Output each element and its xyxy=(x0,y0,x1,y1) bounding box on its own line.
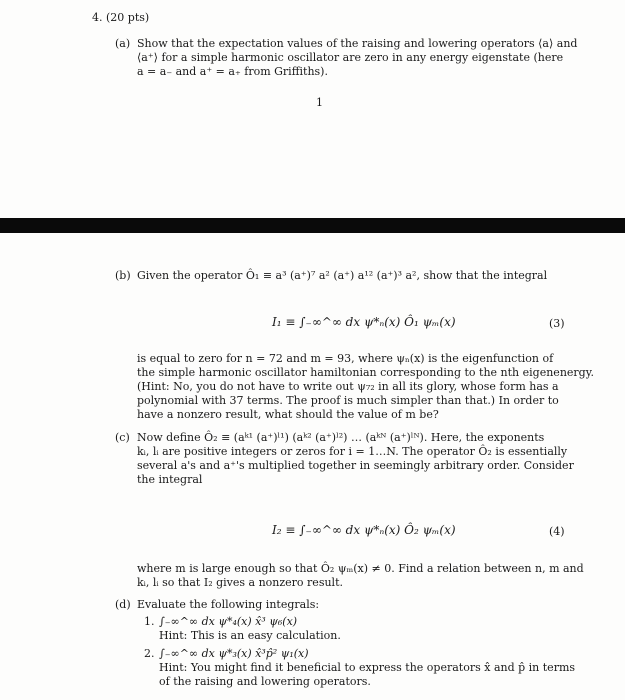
problem-header: 4. (20 pts) xyxy=(92,11,150,24)
equation-3-number: (3) xyxy=(549,317,565,330)
part-b-label: (b) xyxy=(115,269,131,282)
item-2-hint: Hint: You might find it beneficial to express the operators x̂ and p̂ in terms xyxy=(159,661,576,674)
page-1 xyxy=(0,0,625,218)
part-b-intro: Given the operator Ô₁ ≡ a³ (a⁺)⁷ a² (a⁺) a¹² (a⁺)³ a², show that the integral xyxy=(137,269,548,282)
item-1-integral: ∫₋∞^∞ dx ψ*₄(x) x̂³ ψ₆(x) xyxy=(159,615,298,628)
item-2-integral: ∫₋∞^∞ dx ψ*₃(x) x̂³p̂² ψ₁(x) xyxy=(159,647,309,660)
part-c-line-4: the integral xyxy=(137,473,203,486)
part-d-intro: Evaluate the following integrals: xyxy=(137,598,320,611)
part-c-label: (c) xyxy=(115,431,130,444)
part-c-line-2: kᵢ, lᵢ are positive integers or zeros for i = 1…N. The operator Ô₂ is essentially xyxy=(137,445,568,458)
part-b-line-4: polynomial with 37 terms. The proof is much simpler than that.) In order to xyxy=(137,394,559,407)
part-b-line-3: (Hint: No, you do not have to write out ψ₇₂ in all its glory, whose form has a xyxy=(137,380,559,393)
part-c-after-line-2: kᵢ, lᵢ so that I₂ gives a nonzero result. xyxy=(137,576,343,589)
part-b-line-5: have a nonzero result, what should the value of m be? xyxy=(137,408,439,421)
equation-3: I₁ ≡ ∫₋∞^∞ dx ψ*ₙ(x) Ô₁ ψₘ(x) xyxy=(272,315,456,329)
part-a-label: (a) xyxy=(115,37,131,50)
part-c-line-1: Now define Ô₂ ≡ (aᵏ¹ (a⁺)ˡ¹) (aᵏ² (a⁺)ˡ²) … (aᵏᴺ (a⁺)ˡᴺ). Here, the exponents xyxy=(137,431,545,444)
part-c-after-line-1: where m is large enough so that Ô₂ ψₘ(x) ≠ 0. Find a relation between n, m and xyxy=(137,562,584,575)
equation-4-number: (4) xyxy=(549,525,565,538)
item-1-number: 1. xyxy=(144,615,155,628)
item-2-number: 2. xyxy=(144,647,155,660)
part-a-line-2: ⟨a⁺⟩ for a simple harmonic oscillator are zero in any energy eigenstate (here xyxy=(137,51,564,64)
page-2 xyxy=(0,233,625,700)
item-1-hint: Hint: This is an easy calculation. xyxy=(159,629,341,642)
part-a-line-1: Show that the expectation values of the raising and lowering operators ⟨a⟩ and xyxy=(137,37,578,50)
page-number: 1 xyxy=(316,96,323,109)
item-2-hint-continued: of the raising and lowering operators. xyxy=(159,675,371,688)
part-a-line-3: a = a₋ and a⁺ = a₊ from Griffiths). xyxy=(137,65,328,78)
page-separator xyxy=(0,218,625,233)
part-d-label: (d) xyxy=(115,598,131,611)
part-b-line-2: the simple harmonic oscillator hamiltonian corresponding to the nth eigenenergy. xyxy=(137,366,594,379)
part-c-line-3: several a's and a⁺'s multiplied together in seemingly arbitrary order. Consider xyxy=(137,459,574,472)
equation-4: I₂ ≡ ∫₋∞^∞ dx ψ*ₙ(x) Ô₂ ψₘ(x) xyxy=(272,523,456,537)
part-b-line-1: is equal to zero for n = 72 and m = 93, where ψₙ(x) is the eigenfunction of xyxy=(137,352,554,365)
